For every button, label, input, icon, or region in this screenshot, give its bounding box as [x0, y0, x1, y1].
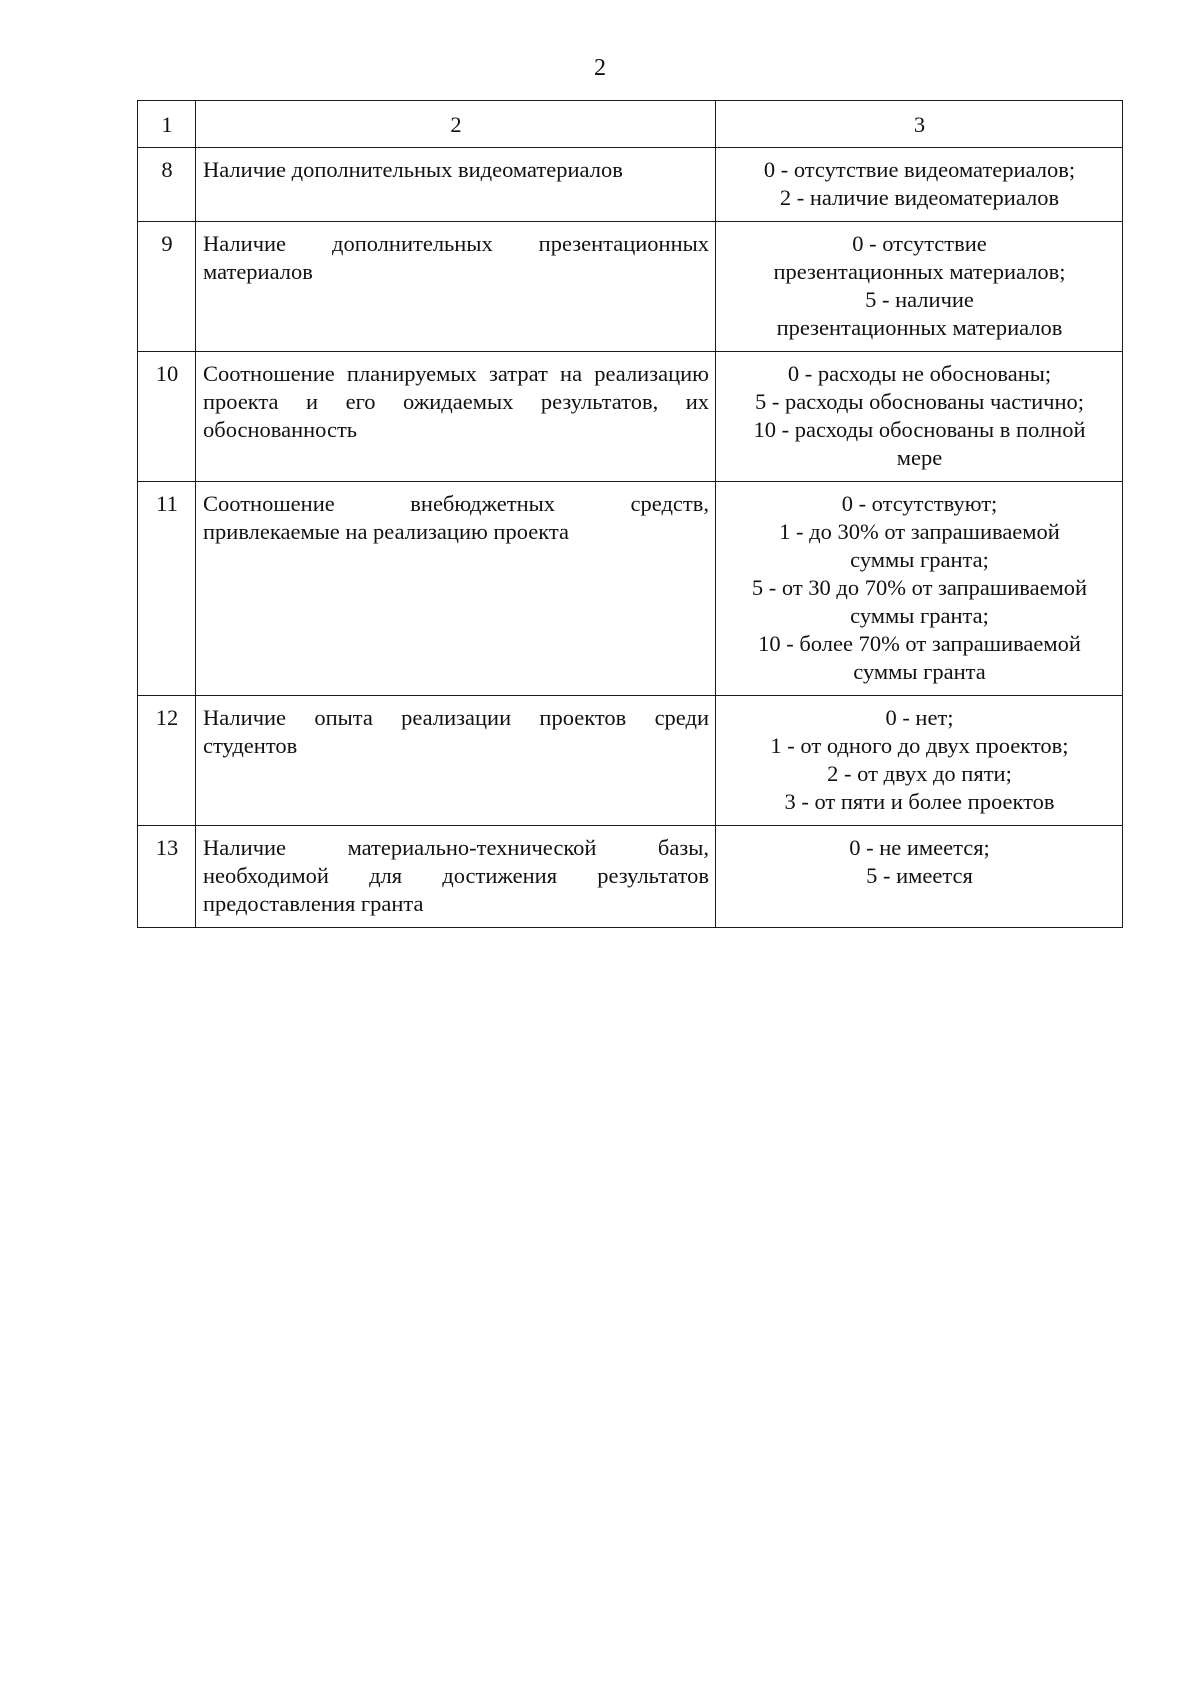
- score-line: 0 - расходы не обоснованы;: [787, 361, 1052, 386]
- score-line: 2 - наличие видеоматериалов: [779, 185, 1060, 210]
- score-line: мере: [896, 445, 943, 470]
- criterion-text: Наличие дополнительных видеоматериалов: [196, 148, 716, 222]
- score-line: 0 - отсутствие видеоматериалов;: [763, 157, 1076, 182]
- score-line: презентационных материалов;: [773, 259, 1066, 284]
- row-number: 11: [138, 482, 196, 696]
- row-number: 13: [138, 826, 196, 928]
- score-line: 10 - более 70% от запрашиваемой: [758, 631, 1081, 656]
- column-header-1: 1: [138, 101, 196, 148]
- table-row: [138, 482, 1123, 696]
- table-row: [138, 352, 1123, 482]
- table-row: [138, 222, 1123, 352]
- score-line: 1 - до 30% от запрашиваемой: [779, 519, 1060, 544]
- score-line: суммы гранта;: [850, 547, 989, 572]
- score-line: 2 - от двух до пяти;: [827, 761, 1012, 786]
- score-description: [716, 148, 1123, 222]
- score-line: 1 - от одного до двух проектов;: [770, 733, 1069, 758]
- score-line: 5 - имеется: [866, 863, 973, 888]
- column-header-3: 3: [716, 101, 1123, 148]
- table-row: [138, 148, 1123, 222]
- table-row: [138, 696, 1123, 826]
- score-line: 10 - расходы обоснованы в полной: [753, 417, 1086, 442]
- page-number: 2: [594, 55, 606, 81]
- score-line: 0 - отсутствие: [852, 231, 987, 256]
- criterion-text: Наличие материально-технической базы, необходимой для достижения результатов предоставления гранта: [196, 826, 716, 928]
- row-number: 10: [138, 352, 196, 482]
- criterion-text: Наличие опыта реализации проектов среди студентов: [196, 696, 716, 826]
- row-number: 9: [138, 222, 196, 352]
- score-line: презентационных материалов: [776, 315, 1063, 340]
- score-description: [716, 696, 1123, 826]
- criterion-text: Наличие дополнительных презентационных материалов: [196, 222, 716, 352]
- criterion-text: Соотношение внебюджетных средств, привлекаемые на реализацию проекта: [196, 482, 716, 696]
- row-number: 8: [138, 148, 196, 222]
- criteria-table: [137, 100, 1123, 928]
- score-line: 0 - отсутствуют;: [841, 491, 998, 516]
- score-line: 0 - не имеется;: [849, 835, 990, 860]
- row-number: 12: [138, 696, 196, 826]
- score-line: 5 - расходы обоснованы частично;: [754, 389, 1084, 414]
- score-line: 5 - от 30 до 70% от запрашиваемой: [751, 575, 1088, 600]
- score-line: суммы гранта: [853, 659, 986, 684]
- score-description: [716, 352, 1123, 482]
- score-line: суммы гранта;: [850, 603, 989, 628]
- table-row: [138, 826, 1123, 928]
- score-line: 3 - от пяти и более проектов: [784, 789, 1055, 814]
- column-header-2: 2: [196, 101, 716, 148]
- criterion-text: Соотношение планируемых затрат на реализацию проекта и его ожидаемых результатов, их обоснованность: [196, 352, 716, 482]
- score-line: 0 - нет;: [885, 705, 954, 730]
- score-description: [716, 222, 1123, 352]
- score-description: [716, 826, 1123, 928]
- score-description: [716, 482, 1123, 696]
- score-line: 5 - наличие: [865, 287, 974, 312]
- table-header-row: [138, 101, 1123, 148]
